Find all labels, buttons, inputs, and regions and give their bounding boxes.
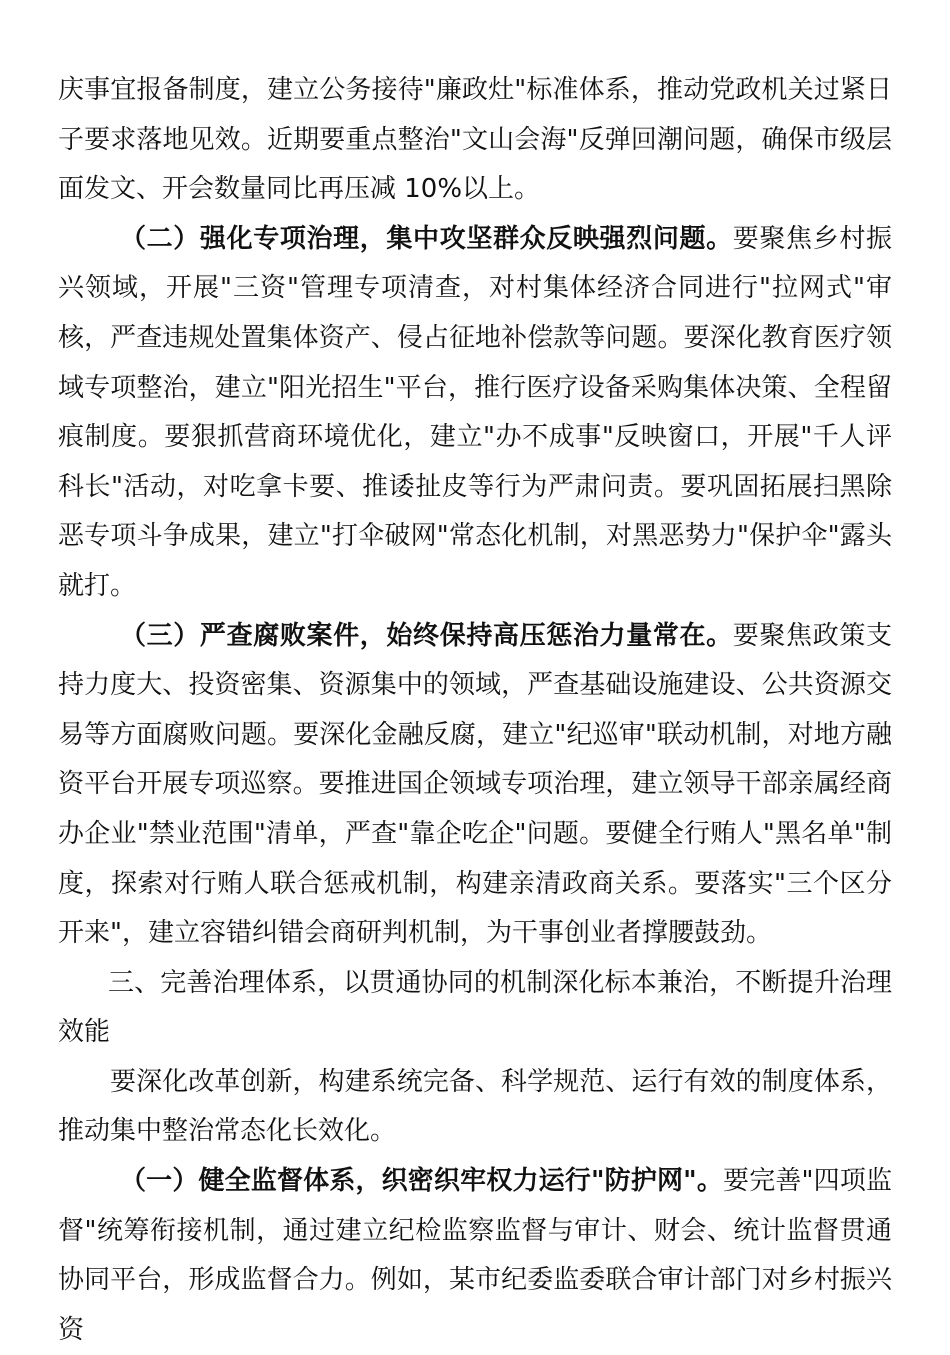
section-title: （一）健全监督体系，织密织牢权力运行"防护网"。 xyxy=(120,1166,724,1197)
chapter-heading: 三、完善治理体系，以贯通协同的机制深化标本兼治，不断提升治理效能 xyxy=(58,967,892,1048)
paragraph-continuation: 庆事宜报备制度，建立公务接待"廉政灶"标准体系，推动党政机关过紧日子要求落地见效。近期要重点整治"文山会海"反弹回潮问题，确保市级层面发文、开会数量同比再压减 10%以上。 xyxy=(58,75,892,205)
paragraph-corruption-cases xyxy=(58,612,892,959)
section-body: 要聚焦政策支持力度大、投资密集、资源集中的领域，严查基础设施建设、公共资源交易等方面腐败问题。要深化金融反腐，建立"纪巡审"联动机制，对地方融资平台开展专项巡察。要推进国企领域专项治理，建立领导干部亲属经商办企业"禁业范围"清单，严查"靠企吃企"问题。要健全行贿人"黑名单"制度，探索对行贿人联合惩戒机制，构建亲清政商关系。要落实"三个区分开来"，建立容错纠错会商研判机制，为干事创业者撑腰鼓劲。 xyxy=(58,620,892,949)
section-body: 要聚焦乡村振兴领域，开展"三资"管理专项清查，对村集体经济合同进行"拉网式"审核，严查违规处置集体资产、侵占征地补偿款等问题。要深化教育医疗领域专项整治，建立"阳光招生"平台，推行医疗设备采购集体决策、全程留痕制度。要狠抓营商环境优化，建立"办不成事"反映窗口，开展"千人评科长"活动，对吃拿卡要、推诿扯皮等行为严肃问责。要巩固拓展扫黑除恶专项斗争成果，建立"打伞破网"常态化机制，对黑恶势力"保护伞"露头就打。 xyxy=(58,223,892,601)
paragraph-special-governance xyxy=(58,215,892,612)
section-title: （二）强化专项治理，集中攻坚群众反映强烈问题。 xyxy=(120,223,733,254)
section-title: （三）严查腐败案件，始终保持高压惩治力量常在。 xyxy=(120,620,733,651)
paragraph-supervision-system xyxy=(58,1157,892,1355)
paragraph-intro: 要深化改革创新，构建系统完备、科学规范、运行有效的制度体系，推动集中整治常态化长效化。 xyxy=(58,1066,892,1147)
section-body: 要完善"四项监督"统筹衔接机制，通过建立纪检监察监督与审计、财会、统计监督贯通协同平台，形成监督合力。例如，某市纪委监委联合审计部门对乡村振兴资 xyxy=(58,1166,892,1345)
